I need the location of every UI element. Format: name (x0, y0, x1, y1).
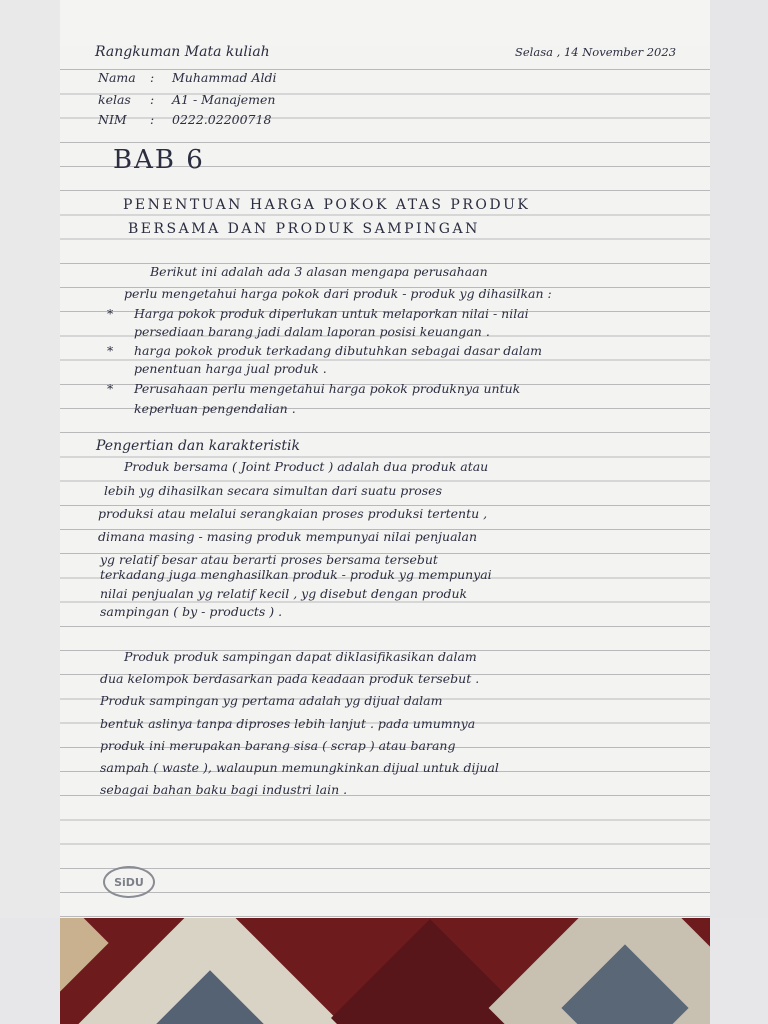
background-bottom-right (710, 918, 768, 1024)
nim-value: 0222.02200718 (172, 112, 272, 127)
notes-date: Selasa , 14 November 2023 (515, 45, 677, 59)
kelas-value: A1 - Manajemen (172, 92, 276, 107)
background-left (0, 0, 62, 920)
carpet-pattern (60, 918, 109, 1007)
chapter-number: BAB 6 (113, 145, 205, 175)
paragraph-2-line: sampah ( waste ), walaupun memungkinkan dijual untuk dijual (100, 760, 499, 775)
intro-line-1: Berikut ini adalah ada 3 alasan mengapa perusahaan (150, 264, 488, 279)
bullet-mark: * (107, 381, 114, 396)
notes-title: Rangkuman Mata kuliah (95, 44, 270, 60)
paragraph-1-line: produksi atau melalui serangkaian proses produksi tertentu , (98, 506, 488, 521)
paragraph-1-line: dimana masing - masing produk mempunyai nilai penjualan (98, 529, 478, 544)
bullet-mark: * (107, 306, 114, 321)
paragraph-1-line: nilai penjualan yg relatif kecil , yg disebut dengan produk (100, 586, 468, 601)
background-bottom-left (0, 918, 60, 1024)
paragraph-2-line: dua kelompok berdasarkan pada keadaan produk tersebut . (100, 671, 480, 686)
section-heading: Pengertian dan karakteristik (96, 438, 300, 454)
paragraph-2-line: produk ini merupakan barang sisa ( scrap ) atau barang (100, 738, 456, 753)
paragraph-2-line: Produk produk sampingan dapat diklasifikasikan dalam (124, 649, 477, 664)
bullet-3-line-2: keperluan pengendalian . (134, 401, 296, 416)
carpet-background (60, 918, 710, 1024)
bullet-2-line-2: penentuan harga jual produk . (134, 361, 327, 376)
kelas-label: kelas (98, 92, 131, 107)
bullet-3-line-1: Perusahaan perlu mengetahui harga pokok produknya untuk (134, 381, 521, 396)
bullet-1-line-2: persediaan barang jadi dalam laporan posisi keuangan . (134, 324, 490, 339)
paragraph-1-line: lebih yg dihasilkan secara simultan dari suatu proses (104, 483, 442, 498)
bullet-mark: * (107, 343, 114, 358)
intro-line-2: perlu mengetahui harga pokok dari produk - produk yg dihasilkan : (124, 286, 552, 301)
paragraph-1-line: Produk bersama ( Joint Product ) adalah dua produk atau (124, 459, 489, 474)
notebook-brand-logo (103, 866, 155, 898)
nama-separator: : (150, 70, 155, 85)
bullet-2-line-1: harga pokok produk terkadang dibutuhkan sebagai dasar dalam (134, 343, 543, 358)
paragraph-2-line: bentuk aslinya tanpa diproses lebih lanjut . pada umumnya (100, 716, 476, 731)
kelas-separator: : (150, 92, 155, 107)
background-right (708, 0, 768, 920)
paragraph-2-line: sebagai bahan baku bagi industri lain . (100, 782, 348, 797)
nim-separator: : (150, 112, 155, 127)
paragraph-1-line: terkadang juga menghasilkan produk - produk yg mempunyai (100, 567, 492, 582)
paragraph-1-line: yg relatif besar atau berarti proses bersama tersebut (100, 552, 438, 567)
nim-label: NIM (98, 112, 127, 127)
bullet-1-line-1: Harga pokok produk diperlukan untuk melaporkan nilai - nilai (134, 306, 529, 321)
nama-label: Nama (98, 70, 136, 85)
nama-value: Muhammad Aldi (172, 70, 277, 85)
chapter-title-line-2: BERSAMA DAN PRODUK SAMPINGAN (128, 221, 480, 237)
paper-top-margin (60, 0, 710, 46)
paragraph-2-line: Produk sampingan yg pertama adalah yg dijual dalam (100, 693, 443, 708)
chapter-title-line-1: PENENTUAN HARGA POKOK ATAS PRODUK (123, 197, 531, 213)
paragraph-1-line: sampingan ( by - products ) . (100, 604, 283, 619)
logo-text: SiDU (114, 875, 144, 889)
